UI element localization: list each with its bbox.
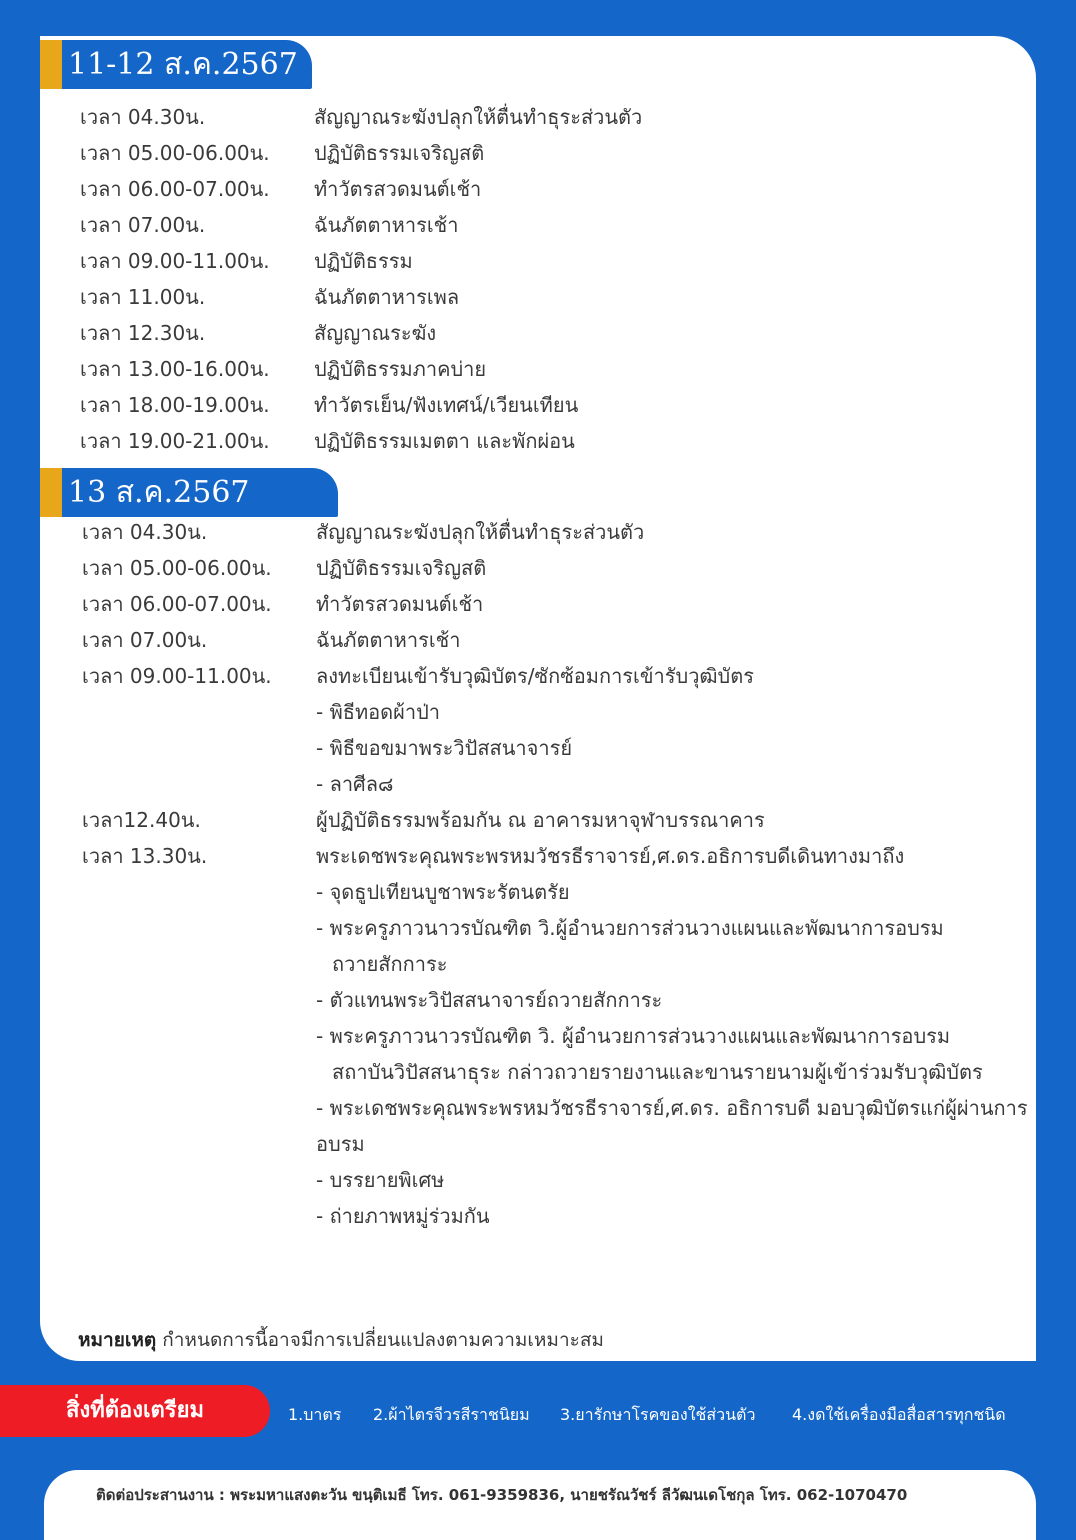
prepare-item: 3.ยารักษาโรคของใช้ส่วนตัว — [560, 1405, 756, 1424]
schedule-row — [0, 1162, 1076, 1198]
row-desc: ทำวัตรสวดมนต์เช้า — [314, 177, 482, 201]
row-time: เวลา 04.30น. — [80, 105, 206, 129]
schedule-row — [0, 423, 1076, 459]
row-desc: - จุดธูปเทียนบูชาพระรัตนตรัย — [316, 880, 570, 904]
row-desc: - พระเดชพระคุณพระพรหมวัชรธีราจารย์,ศ.ดร. อธิการบดี มอบวุฒิบัตรแก่ผู้ผ่านการ — [316, 1096, 1028, 1120]
row-desc: - พระครูภาวนาวรบัณฑิต วิ.ผู้อำนวยการส่วนวางแผนและพัฒนาการอบรม — [316, 916, 944, 940]
row-time: เวลา 12.30น. — [80, 321, 206, 345]
prepare-item: 2.ผ้าไตรจีวรสีราชนิยม — [373, 1405, 530, 1424]
row-desc: ถวายสักการะ — [332, 952, 448, 976]
row-desc: สัญญาณระฆังปลุกให้ตื่นทำธุระส่วนตัว — [314, 105, 643, 129]
row-desc: - พิธีขอขมาพระวิปัสสนาจารย์ — [316, 736, 573, 760]
row-desc: สัญญาณระฆังปลุกให้ตื่นทำธุระส่วนตัว — [316, 520, 645, 544]
row-time: เวลา 13.00-16.00น. — [80, 357, 270, 381]
remark-label: หมายเหตุ — [78, 1329, 157, 1351]
prepare-label: สิ่งที่ต้องเตรียม — [0, 1385, 270, 1437]
schedule-row — [0, 514, 1076, 550]
schedule-row — [0, 802, 1076, 838]
row-time: เวลา 05.00-06.00น. — [82, 556, 272, 580]
row-desc: ปฏิบัติธรรมเจริญสติ — [314, 141, 485, 165]
prepare-item: 1.บาตร — [288, 1405, 342, 1424]
schedule-row — [0, 1090, 1076, 1126]
row-time: เวลา 09.00-11.00น. — [80, 249, 270, 273]
schedule-row — [0, 946, 1076, 982]
row-desc: ปฏิบัติธรรมเมตตา และพักผ่อน — [314, 429, 575, 453]
row-time: เวลา 11.00น. — [80, 285, 206, 309]
row-time: เวลา 07.00น. — [82, 628, 208, 652]
schedule-row — [0, 99, 1076, 135]
row-time: เวลา 04.30น. — [82, 520, 208, 544]
schedule-row — [0, 586, 1076, 622]
schedule-row — [0, 1126, 1076, 1162]
row-desc: ทำวัตรเย็น/ฟังเทศน์/เวียนเทียน — [314, 393, 579, 417]
row-desc: ฉันภัตตาหารเช้า — [316, 628, 461, 652]
remark — [78, 1325, 604, 1355]
row-desc: ปฏิบัติธรรมเจริญสติ — [316, 556, 487, 580]
row-time: เวลา 07.00น. — [80, 213, 206, 237]
schedule-row — [0, 910, 1076, 946]
schedule-row — [0, 351, 1076, 387]
row-time: เวลา12.40น. — [82, 808, 201, 832]
row-time: เวลา 06.00-07.00น. — [80, 177, 270, 201]
schedule-row — [0, 1018, 1076, 1054]
row-time: เวลา 18.00-19.00น. — [80, 393, 270, 417]
row-desc: - ตัวแทนพระวิปัสสนาจารย์ถวายสักการะ — [316, 988, 663, 1012]
schedule-row — [0, 1198, 1076, 1234]
row-time: เวลา 06.00-07.00น. — [82, 592, 272, 616]
row-time: เวลา 05.00-06.00น. — [80, 141, 270, 165]
row-desc: อบรม — [316, 1132, 365, 1156]
schedule-row — [0, 838, 1076, 874]
schedule-row — [0, 730, 1076, 766]
row-desc: ลงทะเบียนเข้ารับวุฒิบัตร/ซักซ้อมการเข้ารับวุฒิบัตร — [316, 664, 754, 688]
row-desc: ฉันภัตตาหารเช้า — [314, 213, 459, 237]
row-desc: ทำวัตรสวดมนต์เช้า — [316, 592, 484, 616]
schedule-row — [0, 279, 1076, 315]
row-desc: - พระครูภาวนาวรบัณฑิต วิ. ผู้อำนวยการส่วนวางแผนและพัฒนาการอบรม — [316, 1024, 951, 1048]
row-desc: - พิธีทอดผ้าป่า — [316, 700, 441, 724]
schedule-row — [0, 207, 1076, 243]
row-time: เวลา 09.00-11.00น. — [82, 664, 272, 688]
row-desc: - ถ่ายภาพหมู่ร่วมกัน — [316, 1204, 490, 1228]
contact-info: ติดต่อประสานงาน : พระมหาแสงตะวัน ขนฺติเมธี โทร. 061-9359836, นายชรัณวัชร์ ลีวัฒนเดโชกุล โทร. 062-1070470 — [96, 1486, 908, 1504]
row-desc: - ลาศีล๘ — [316, 772, 394, 796]
schedule-row — [0, 874, 1076, 910]
schedule-row — [0, 135, 1076, 171]
row-desc: ผู้ปฏิบัติธรรมพร้อมกัน ณ อาคารมหาจุฬาบรรณาคาร — [316, 808, 765, 832]
schedule-row — [0, 315, 1076, 351]
date-header-1: 11-12 ส.ค.2567 — [40, 40, 312, 89]
row-desc: ปฏิบัติธรรมภาคบ่าย — [314, 357, 487, 381]
remark-text: กำหนดการนี้อาจมีการเปลี่ยนแปลงตามความเหมาะสม — [156, 1329, 604, 1351]
schedule-row — [0, 387, 1076, 423]
schedule-row — [0, 658, 1076, 694]
prepare-item: 4.งดใช้เครื่องมือสื่อสารทุกชนิด — [792, 1405, 1006, 1424]
row-desc: พระเดชพระคุณพระพรหมวัชรธีราจารย์,ศ.ดร.อธิการบดีเดินทางมาถึง — [316, 844, 905, 868]
schedule-row — [0, 1054, 1076, 1090]
row-desc: ฉันภัตตาหารเพล — [314, 285, 460, 309]
row-desc: สถาบันวิปัสสนาธุระ กล่าวถวายรายงานและขานรายนามผู้เข้าร่วมรับวุฒิบัตร — [332, 1060, 983, 1084]
row-time: เวลา 13.30น. — [82, 844, 208, 868]
schedule-section-1 — [0, 99, 1076, 459]
schedule-row — [0, 550, 1076, 586]
row-desc: สัญญาณระฆัง — [314, 321, 437, 345]
schedule-row — [0, 171, 1076, 207]
schedule-row — [0, 766, 1076, 802]
row-desc: - บรรยายพิเศษ — [316, 1168, 445, 1192]
schedule-row — [0, 694, 1076, 730]
schedule-row — [0, 622, 1076, 658]
row-desc: ปฏิบัติธรรม — [314, 249, 413, 273]
schedule-row — [0, 982, 1076, 1018]
prepare-list — [0, 1400, 1076, 1430]
schedule-row — [0, 243, 1076, 279]
date-header-2: 13 ส.ค.2567 — [40, 468, 338, 517]
row-time: เวลา 19.00-21.00น. — [80, 429, 270, 453]
schedule-section-2 — [0, 514, 1076, 1234]
